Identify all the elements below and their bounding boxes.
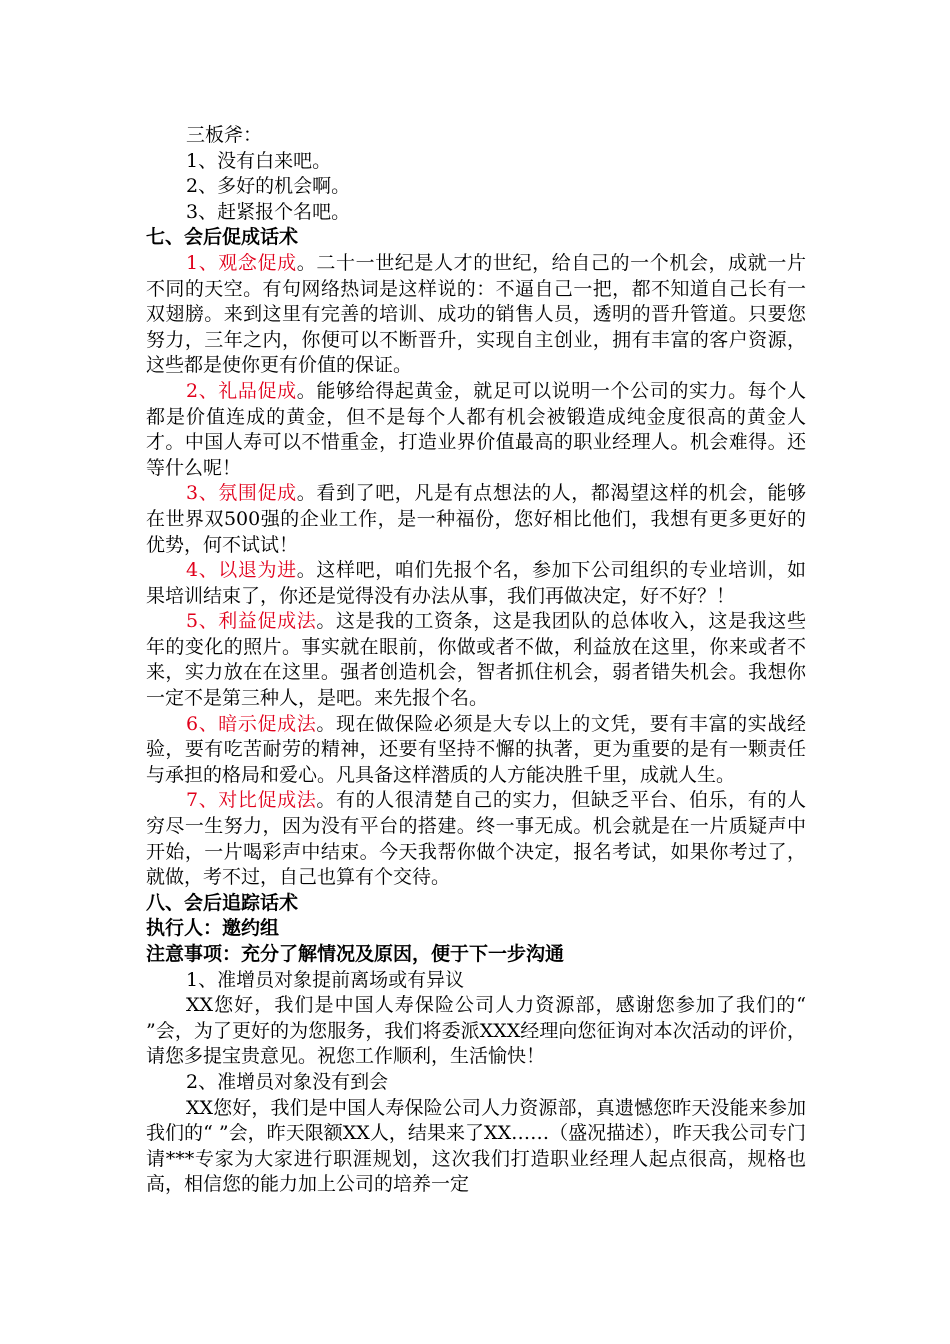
closing-tip-label: 7、对比促成法 — [186, 789, 317, 812]
section7-heading: 七、会后促成话术 — [146, 226, 299, 249]
closing-tip-7 — [146, 788, 806, 890]
followup-case-title: 1、准增员对象提前离场或有异议 — [186, 968, 465, 991]
closing-tip-text: 。这是我的工资条，这是我团队的总体收入，这是我这些年的变化的照片。事实就在眼前，你做或者不做，利益放在这里，你来或者不来，实力放在在这里。强者创造机会，智者抓住机会，弱者错失机会。我想你一定不是第三种人，是吧。来先报个名。 — [146, 610, 806, 710]
closing-tip-text: 。看到了吧，凡是有点想法的人，都渴望这样的机会，能够在世界双500强的企业工作，是一种福份，您好相比他们，我想有更多更好的优势，何不试试！ — [146, 482, 806, 556]
executor-line: 执行人：邀约组 — [146, 917, 280, 940]
intro-item: 1、没有白来吧。 — [186, 149, 332, 172]
closing-tip-2 — [146, 379, 806, 481]
followup-case-text: XX您好，我们是中国人寿保险公司人力资源部，真遗憾您昨天没能来参加我们的“ ”会，昨天限额XX人，结果来了XX……（盛况描述），昨天我公司专门请***专家为大家进行职涯规划，这次我们打造职业经理人起点很高，规格也高，相信您的能力加上公司的培养一定 — [146, 1096, 806, 1196]
closing-tip-label: 1、观念促成 — [186, 251, 297, 274]
closing-tip-label: 6、暗示促成法 — [186, 712, 317, 735]
closing-tip-text: 。有的人很清楚自己的实力，但缺乏平台、伯乐，有的人穷尽一生努力，因为没有平台的搭建。终一事无成。机会就是在一片质疑声中开始，一片喝彩声中结束。今天我帮你做个决定，报名考试，如果你考过了，就做，考不过，自己也算有个交待。 — [146, 789, 806, 889]
intro-item: 2、多好的机会啊。 — [186, 175, 351, 198]
closing-tip-text: 。现在做保险必须是大专以上的文凭，要有丰富的实战经验，要有吃苦耐劳的精神，还要有坚持不懈的执著，更为重要的是有一颗责任与承担的格局和爱心。凡具备这样潜质的人方能决胜千里，成就人生。 — [146, 712, 806, 786]
closing-tip-text: 。能够给得起黄金，就足可以说明一个公司的实力。每个人都是价值连成的黄金，但不是每个人都有机会被锻造成纯金度很高的黄金人才。中国人寿可以不惜重金，打造业界价值最高的职业经理人。机会难得。还等什么呢！ — [146, 379, 806, 479]
closing-tip-label: 2、礼品促成 — [186, 379, 297, 402]
notice-line: 注意事项：充分了解情况及原因，便于下一步沟通 — [146, 943, 565, 965]
intro-item: 3、赶紧报个名吧。 — [186, 200, 351, 223]
closing-tip-text: 。这样吧，咱们先报个名，参加下公司组织的专业培训，如果培训结束了，你还是觉得没有办法从事，我们再做决定，好不好？！ — [146, 559, 806, 607]
section8-heading: 八、会后追踪话术 — [146, 891, 299, 914]
closing-tip-text: 。二十一世纪是人才的世纪，给自己的一个机会，成就一片不同的天空。有句网络热词是这样说的：不逼自己一把，都不知道自己长有一双翅膀。来到这里有完善的培训、成功的销售人员，透明的晋升管道。只要您努力，三年之内，你便可以不断晋升，实现自主创业，拥有丰富的客户资源，这些都是使你更有价值的保证。 — [146, 251, 806, 377]
followup-case-text: XX您好，我们是中国人寿保险公司人力资源部，感谢您参加了我们的“ ”会，为了更好的为您服务，我们将委派XXX经理向您征询对本次活动的评价，请您多提宝贵意见。祝您工作顺利，生活愉快！ — [146, 994, 806, 1068]
closing-tip-label: 5、利益促成法 — [186, 610, 317, 633]
closing-tip-6 — [146, 712, 806, 789]
document-body — [146, 123, 806, 1198]
closing-tip-label: 3、氛围促成 — [186, 482, 297, 505]
closing-tip-5 — [146, 609, 806, 711]
closing-tip-3 — [146, 481, 806, 558]
closing-tip-1 — [146, 251, 806, 379]
followup-case-title: 2、准增员对象没有到会 — [186, 1070, 389, 1093]
closing-tip-4 — [146, 558, 806, 609]
closing-tip-label: 4、以退为进 — [186, 559, 297, 582]
intro-title: 三板斧： — [186, 124, 263, 146]
